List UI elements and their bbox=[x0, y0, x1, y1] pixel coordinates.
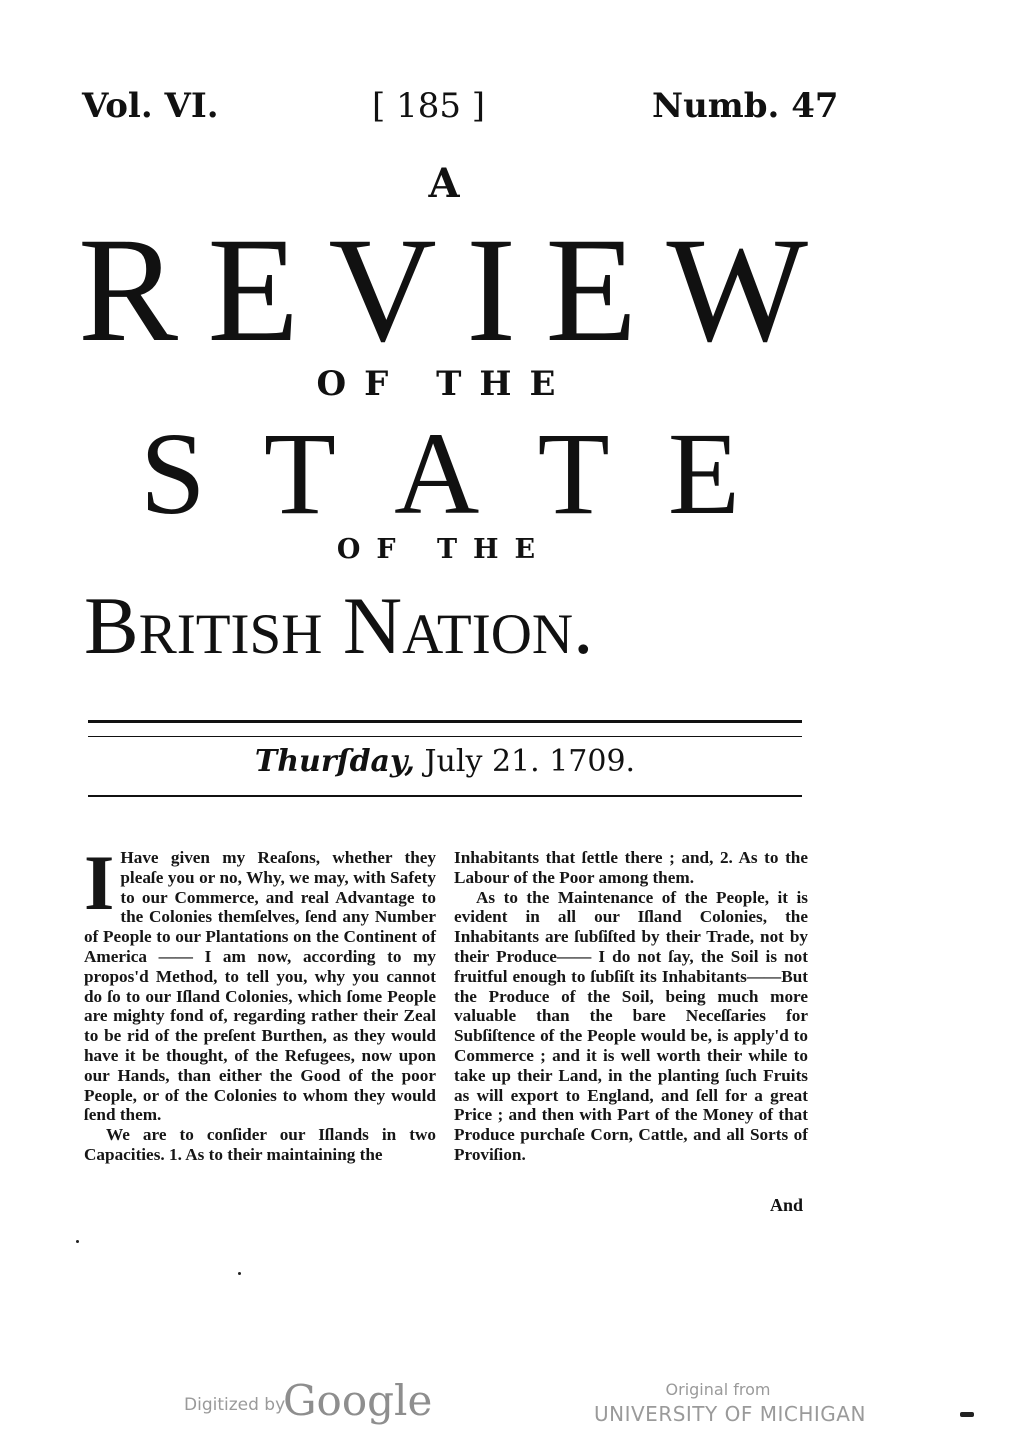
university-label: UNIVERSITY OF MICHIGAN bbox=[594, 1402, 866, 1426]
masthead-letter: W bbox=[666, 207, 808, 373]
dateline bbox=[0, 744, 890, 779]
paragraph: Inhabitants that ſettle there ; and, 2. As to the Labour of the Poor among them. bbox=[454, 848, 808, 887]
masthead-letter: E bbox=[545, 207, 638, 373]
masthead-letter: T bbox=[263, 408, 336, 539]
drop-cap: I bbox=[84, 839, 115, 926]
masthead-letter: A bbox=[394, 408, 480, 539]
masthead-letter: E bbox=[207, 207, 300, 373]
paragraph bbox=[84, 839, 436, 1125]
dateline-date: July 21. 1709. bbox=[424, 744, 636, 779]
ink-mark bbox=[960, 1412, 974, 1417]
issue-number: Numb. 47 bbox=[652, 86, 839, 126]
digitized-by-label: Digitized by bbox=[184, 1395, 286, 1415]
paragraph: As to the Maintenance of the People, it is evident in all our Iſland Colonies, the Inhabitants are ſubſiſted by their Trade, not by their Produce—— I do not ſay, the Soil is not fruitful enough to ſubſiſt its Inhabitants——But the Produce of the Soil, being much more valuable than the bare Neceſſaries for Subſiſtence of the People would be, is apply'd to Commerce ; and it is well worth their while to take up their Land, in the planting ſuch Fruits as will export to England, and ſell for a great Price ; and then with Part of the Money of that Produce purchaſe Corn, Cattle, and all Sorts of Proviſion. bbox=[454, 887, 808, 1164]
masthead-of-the-2: OF THE bbox=[336, 534, 552, 565]
rule-bottom bbox=[88, 795, 802, 797]
catchword: And bbox=[770, 1195, 804, 1215]
text-column-right bbox=[454, 848, 808, 1165]
masthead-british-nation: British Nation. bbox=[84, 580, 594, 671]
masthead-letter: E bbox=[667, 408, 740, 539]
ink-speck bbox=[238, 1272, 241, 1275]
text-column-left bbox=[84, 839, 436, 1165]
paragraph: We are to conſider our Iſlands in two Capacities. 1. As to their maintaining the bbox=[84, 1125, 436, 1164]
paragraph-text: Have given my Reaſons, whether they pleaſe you or no, Why, we may, with Safety to our Commerce, and real Advantage to the Colonies themſelves, ſend any Number of People to our Plantations on the Continent of America —— I am now, according to my propos'd Method, to tell you, why you cannot do ſo to our Iſland Colonies, which ſome People are mighty fond of, regarding rather their Zeal to be rid of the preſent Burthen, as they would have it be thought, of the Refugees, now upon our Hands, than either the Good of the poor People, or of the Colonies to whom they would ſend them. bbox=[84, 848, 436, 1125]
masthead-letter: V bbox=[328, 207, 437, 373]
masthead-state bbox=[140, 408, 740, 539]
masthead-article: A bbox=[428, 160, 460, 207]
masthead-letter: R bbox=[78, 207, 179, 373]
page-number: [ 185 ] bbox=[372, 86, 486, 126]
dateline-day: Thurſday, bbox=[254, 744, 415, 779]
rule-top bbox=[88, 720, 802, 723]
volume-label: Vol. VI. bbox=[82, 86, 219, 126]
rule-top-thin bbox=[88, 736, 802, 737]
masthead-review bbox=[78, 207, 808, 373]
masthead-of-the: OF THE bbox=[316, 364, 574, 404]
masthead-letter: S bbox=[140, 408, 206, 539]
google-logo: Google bbox=[283, 1376, 433, 1425]
masthead-letter: T bbox=[537, 408, 610, 539]
ink-speck bbox=[76, 1240, 79, 1243]
masthead-letter: I bbox=[466, 207, 517, 373]
original-from-label: Original from bbox=[665, 1380, 771, 1399]
